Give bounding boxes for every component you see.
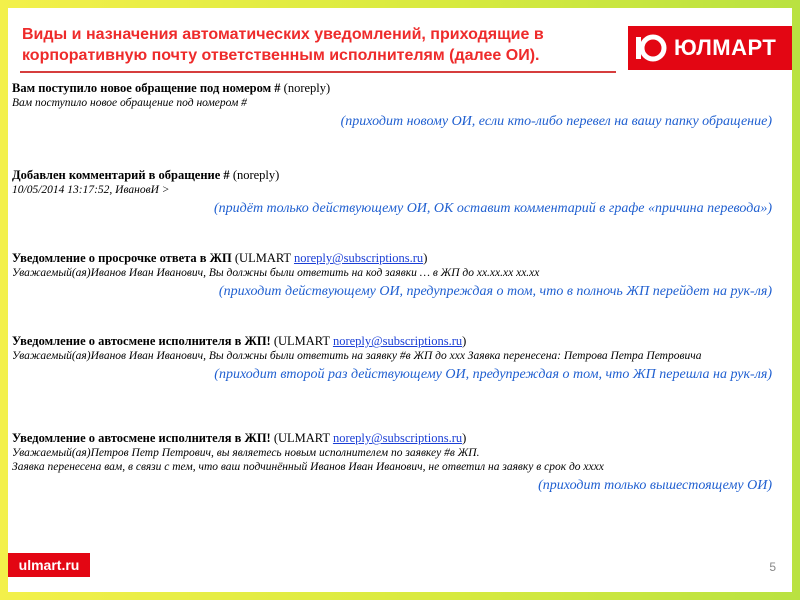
notification-sender: (noreply) xyxy=(280,81,331,95)
slide-title: Виды и назначения автоматических уведомлений, приходящие в корпоративную почту ответственным исполнителям (далее ОИ). xyxy=(22,26,544,64)
notification-sender-suffix: ) xyxy=(423,251,428,265)
notification-note: (приходит новому ОИ, если кто-либо перевел на вашу папку обращение) xyxy=(340,114,772,129)
notification-subject-line xyxy=(12,167,772,183)
notification-sender-prefix: (ULMART xyxy=(270,431,333,445)
notification-note: (придёт только действующему ОИ, ОК оставит комментарий в графе «причина перевода») xyxy=(213,201,772,216)
title-underline xyxy=(20,71,616,73)
notification-subject: Добавлен комментарий в обращение # xyxy=(12,168,230,182)
notification-sender-prefix: (ULMART xyxy=(270,334,333,348)
notification-subject: Уведомление о автосмене исполнителя в ЖП! xyxy=(12,334,271,348)
ulmart-logo-icon xyxy=(632,30,668,66)
notification-item xyxy=(12,167,772,218)
notification-body: Уважаемый(ая)Иванов Иван Иванович, Вы должны были ответить на код заявки … в ЖП до xx.xx.xx xx.xx xyxy=(12,267,540,279)
notification-subject: Вам поступило новое обращение под номером # xyxy=(12,81,281,95)
footer-logo: ulmart.ru xyxy=(8,553,90,577)
notification-body: Вам поступило новое обращение под номером # xyxy=(12,97,247,109)
notification-subject: Уведомление о автосмене исполнителя в ЖП! xyxy=(12,431,271,445)
notification-note: (приходит только вышестоящему ОИ) xyxy=(538,478,772,493)
notification-sender: (noreply) xyxy=(229,168,280,182)
notification-subject-line xyxy=(12,430,772,446)
notification-item xyxy=(12,250,772,301)
notification-item xyxy=(12,430,772,495)
notification-note: (приходит второй раз действующему ОИ, предупреждая о том, что ЖП перешла на рук-ля) xyxy=(214,367,772,382)
notification-note: (приходит действующему ОИ, предупреждая о том, что в полночь ЖП перейдет на рук-ля) xyxy=(218,284,772,299)
notification-sender-prefix: (ULMART xyxy=(231,251,294,265)
notification-body: 10/05/2014 13:17:52, ИвановИ > xyxy=(12,184,170,196)
notification-subject-line xyxy=(12,250,772,266)
ulmart-logo xyxy=(628,26,792,70)
notification-item xyxy=(12,333,772,384)
sender-email-link[interactable]: noreply@subscriptions.ru xyxy=(332,334,463,348)
notification-subject-line xyxy=(12,333,772,349)
ulmart-logo-text: ЮЛМАРТ xyxy=(674,35,777,60)
sender-email-link[interactable]: noreply@subscriptions.ru xyxy=(293,251,424,265)
notification-body-continued: Заявка перенесена вам, в связи с тем, что ваш подчинённый Иванов Иван Иванович, не ответил на заявку в срок до хххх xyxy=(12,461,604,473)
sender-email-link[interactable]: noreply@subscriptions.ru xyxy=(332,431,463,445)
notification-subject-line xyxy=(12,80,772,96)
notification-body: Уважаемый(ая)Иванов Иван Иванович, Вы должны были ответить на заявку #в ЖП до xxx Заявка перенесена: Петрова Петра Петровича xyxy=(12,350,702,362)
notification-sender-suffix: ) xyxy=(462,334,467,348)
notification-body: Уважаемый(ая)Петров Петр Петрович, вы являетесь новым исполнителем по заявкеу #в ЖП. xyxy=(12,447,480,459)
notification-item xyxy=(12,80,772,131)
notification-sender-suffix: ) xyxy=(462,431,467,445)
page-number: 5 xyxy=(769,560,776,574)
notification-subject: Уведомление о просрочке ответа в ЖП xyxy=(12,251,232,265)
